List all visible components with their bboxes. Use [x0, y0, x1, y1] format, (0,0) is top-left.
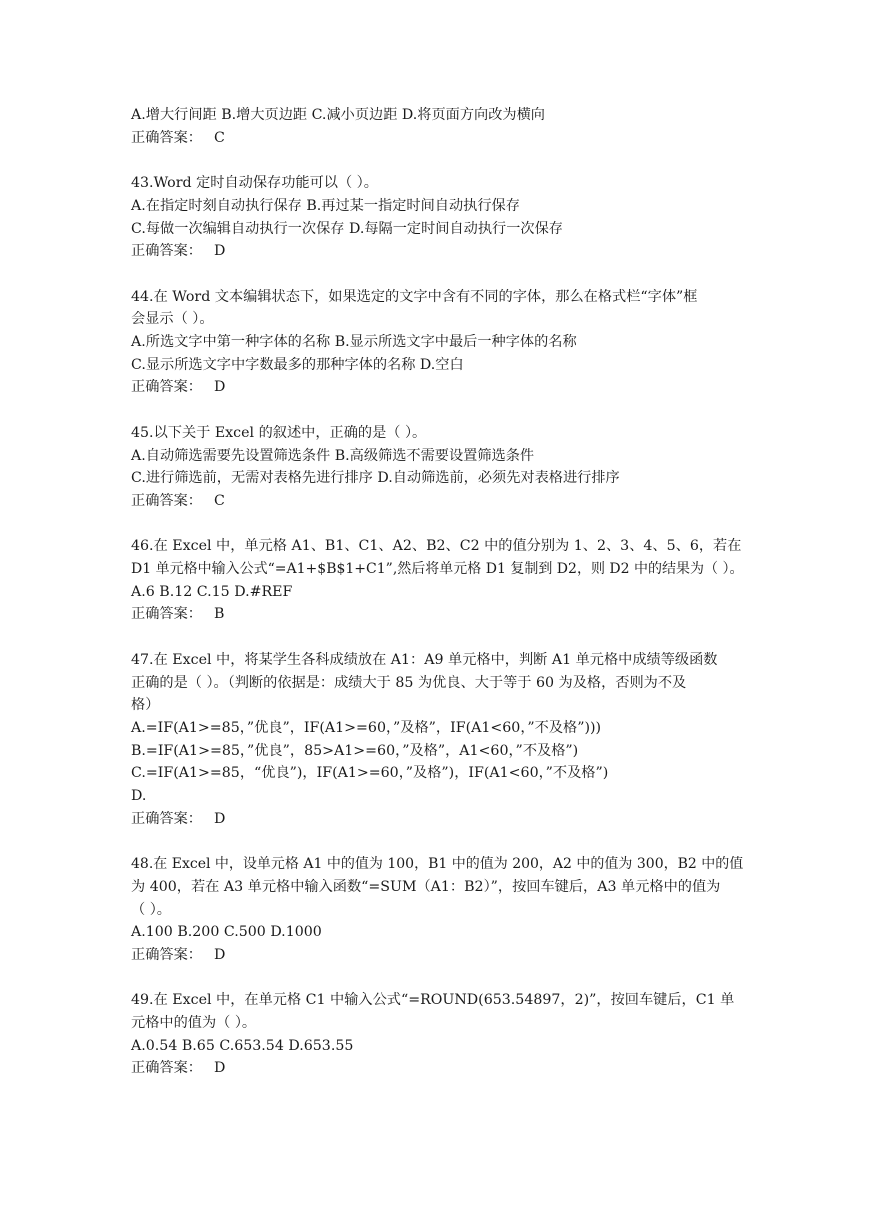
answer-line — [131, 490, 743, 513]
question-text-line: C.进行筛选前，无需对表格先进行排序 D.自动筛选前，必须先对表格进行排序 — [131, 470, 620, 487]
answer-label: 正确答案： — [131, 946, 202, 963]
block-spacer — [131, 830, 743, 853]
question-stem-line: 44.在 Word 文本编辑状态下，如果选定的文字中含有不同的字体，那么在格式栏“字体”框 — [131, 288, 698, 305]
question-stem-line: 47.在 Excel 中，将某学生各科成绩放在 A1：A9 单元格中，判断 A1 单元格中成绩等级函数 — [131, 651, 718, 668]
question-stem-line: 49.在 Excel 中，在单元格 C1 中输入公式“=ROUND(653.54897，2)”，按回车键后，C1 单 — [131, 992, 735, 1009]
question-block — [131, 535, 743, 626]
answer-value: D — [213, 243, 226, 260]
answer-line — [131, 240, 743, 263]
answer-line — [131, 808, 743, 831]
question-text-line: D. — [131, 788, 147, 805]
question-text-line: C.显示所选文字中字数最多的那种字体的名称 D.空白 — [131, 356, 464, 373]
question-text-line: C.每做一次编辑自动执行一次保存 D.每隔一定时间自动执行一次保存 — [131, 220, 563, 237]
block-spacer — [131, 263, 743, 286]
question-text-line: A.100 B.200 C.500 D.1000 — [131, 924, 322, 941]
answer-line — [131, 127, 743, 150]
question-block — [131, 172, 743, 263]
answer-label: 正确答案： — [131, 810, 202, 827]
answer-value: D — [213, 810, 226, 827]
question-text-line: B.=IF(A1>=85，”优良”，85>A1>=60，”及格”，A1<60，”不及格”) — [131, 742, 579, 759]
question-text-line: 格） — [131, 697, 160, 714]
question-block — [131, 853, 743, 967]
question-stem-line: 46.在 Excel 中，单元格 A1、B1、C1、A2、B2、C2 中的值分别为 1、2、3、4、5、6，若在 — [131, 538, 742, 555]
question-text-line: 为 400，若在 A3 单元格中输入函数“=SUM（A1：B2）”，按回车键后，A3 单元格中的值为 — [131, 878, 721, 895]
question-text-line: A.0.54 B.65 C.653.54 D.653.55 — [131, 1037, 354, 1054]
block-spacer — [131, 399, 743, 422]
question-text-line: A.6 B.12 C.15 D.#REF — [131, 583, 293, 600]
question-block — [131, 104, 743, 149]
answer-label: 正确答案： — [131, 243, 202, 260]
document-page — [131, 104, 743, 1080]
question-text-line: （ ）。 — [131, 901, 171, 918]
question-stem-line: 48.在 Excel 中，设单元格 A1 中的值为 100，B1 中的值为 200，A2 中的值为 300，B2 中的值 — [131, 856, 744, 873]
question-text-line: 正确的是（ ）。（判断的依据是：成绩大于 85 为优良、大于等于 60 为及格，否则为不及 — [131, 674, 687, 691]
answer-value: C — [213, 129, 225, 146]
answer-line — [131, 603, 743, 626]
answer-value: C — [213, 492, 225, 509]
question-block — [131, 989, 743, 1080]
question-text-line: A.增大行间距 B.增大页边距 C.减小页边距 D.将页面方向改为横向 — [131, 107, 545, 123]
answer-label: 正确答案： — [131, 606, 202, 623]
answer-line — [131, 376, 743, 399]
question-text-line: D1 单元格中输入公式“=A1+$B$1+C1”,然后将单元格 D1 复制到 D2，则 D2 中的结果为（ ）。 — [131, 561, 744, 577]
question-text-line: A.在指定时刻自动执行保存 B.再过某一指定时间自动执行保存 — [131, 197, 520, 214]
answer-label: 正确答案： — [131, 492, 202, 509]
block-spacer — [131, 967, 743, 990]
question-text-line: 会显示（ ）。 — [131, 311, 214, 328]
question-block — [131, 649, 743, 831]
answer-value: B — [213, 606, 225, 623]
question-block — [131, 422, 743, 513]
question-block — [131, 286, 743, 400]
answer-label: 正确答案： — [131, 1060, 202, 1077]
answer-value: D — [213, 1060, 226, 1077]
question-text-line: A.=IF(A1>=85，”优良”，IF(A1>=60，”及格”，IF(A1<60，”不及格”))) — [131, 719, 602, 736]
answer-value: D — [213, 379, 226, 396]
block-spacer — [131, 513, 743, 536]
answer-line — [131, 1057, 743, 1080]
answer-value: D — [213, 946, 226, 963]
answer-label: 正确答案： — [131, 379, 202, 396]
answer-label: 正确答案： — [131, 129, 202, 146]
question-text-line: C.=IF(A1>=85，“优良”)，IF(A1>=60，”及格”)，IF(A1<60，”不及格”) — [131, 765, 609, 782]
block-spacer — [131, 149, 743, 172]
question-text-line: 元格中的值为（ ）。 — [131, 1015, 257, 1032]
question-text-line: A.自动筛选需要先设置筛选条件 B.高级筛选不需要设置筛选条件 — [131, 447, 535, 464]
question-text-line: A.所选文字中第一种字体的名称 B.显示所选文字中最后一种字体的名称 — [131, 334, 577, 350]
answer-line — [131, 944, 743, 967]
question-stem-line: 43.Word 定时自动保存功能可以（ ）。 — [131, 175, 378, 192]
question-stem-line: 45.以下关于 Excel 的叙述中，正确的是（ ）。 — [131, 424, 427, 441]
block-spacer — [131, 626, 743, 649]
